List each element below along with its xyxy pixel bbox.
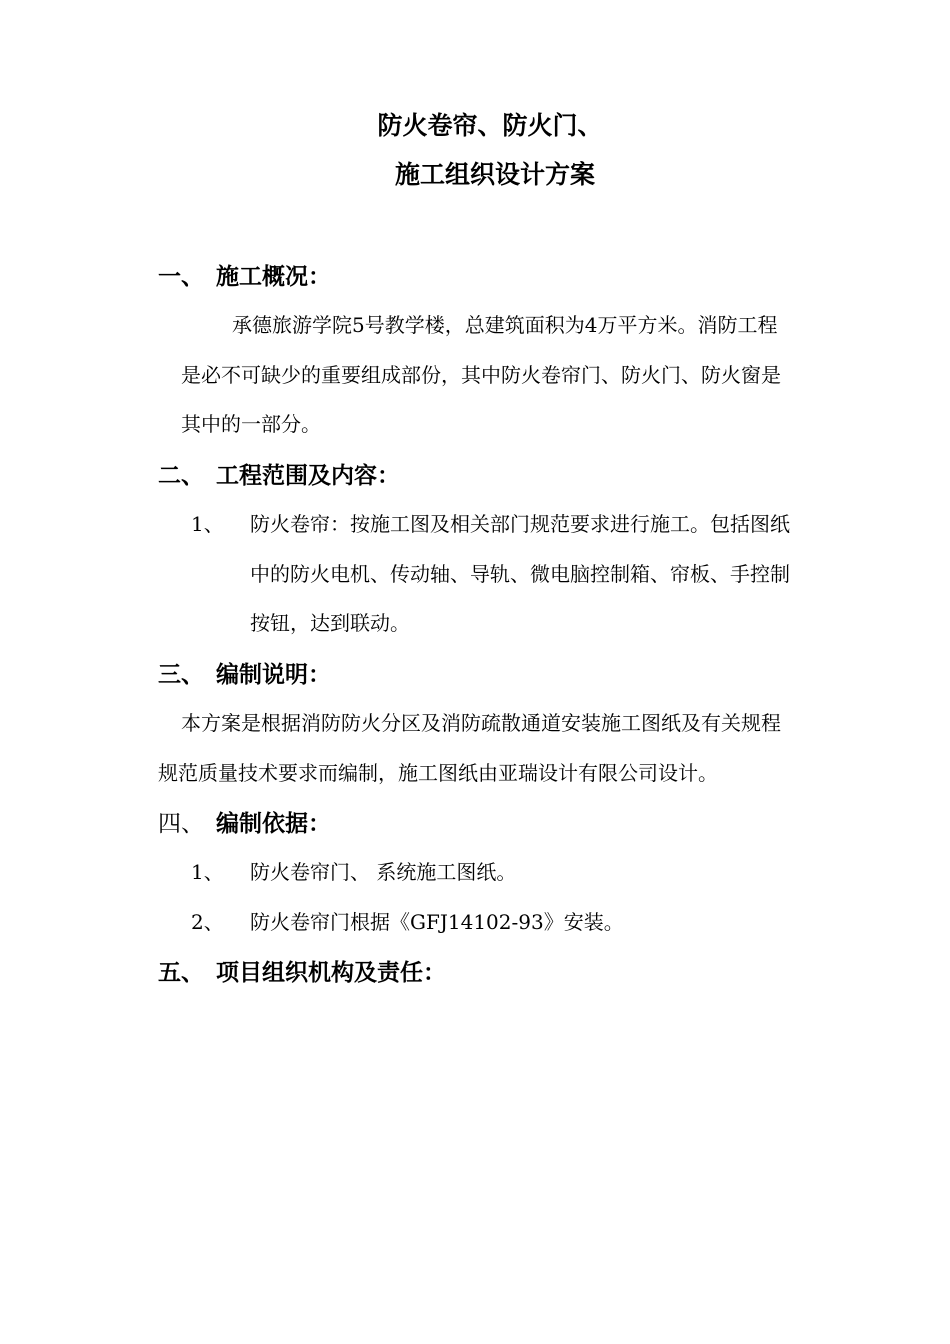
paragraph-line: 规范质量技术要求而编制，施工图纸由亚瑞设计有限公司设计。 xyxy=(158,761,718,785)
section-number: 五、 xyxy=(158,959,204,986)
section-heading-5 xyxy=(158,958,446,988)
section-title: 编制说明： xyxy=(216,661,331,688)
paragraph-line: 本方案是根据消防防火分区及消防疏散通道安装施工图纸及有关规程 xyxy=(181,711,781,735)
paragraph-line: 其中的一部分。 xyxy=(181,412,321,436)
section-heading-4 xyxy=(158,809,331,839)
section-title: 项目组织机构及责任： xyxy=(216,959,446,986)
document-title-line-2: 施工组织设计方案 xyxy=(394,160,595,189)
list-item-number: 1、 xyxy=(191,512,224,536)
section-heading-1 xyxy=(158,262,331,292)
section-number: 四、 xyxy=(158,811,204,837)
section-number: 一、 xyxy=(158,263,204,290)
section-title: 编制依据： xyxy=(216,810,331,837)
list-item-line: 中的防火电机、传动轴、导轨、微电脑控制箱、帘板、手控制 xyxy=(250,562,790,586)
list-item-line: 按钮，达到联动。 xyxy=(250,611,410,635)
list-item-line: 防火卷帘门、 系统施工图纸。 xyxy=(250,860,517,884)
section-heading-3 xyxy=(158,660,331,690)
list-item-number: 1、 xyxy=(191,860,224,884)
list-item-line: 防火卷帘：按施工图及相关部门规范要求进行施工。包括图纸 xyxy=(250,512,790,536)
document-title-line-1: 防火卷帘、防火门、 xyxy=(377,111,603,140)
paragraph-line: 承德旅游学院5号教学楼，总建筑面积为4万平方米。消防工程 xyxy=(232,313,778,337)
section-heading-2 xyxy=(158,461,400,491)
list-item-number: 2、 xyxy=(191,910,224,934)
list-item-line: 防火卷帘门根据《GFJ14102-93》安装。 xyxy=(250,910,624,934)
section-title: 工程范围及内容： xyxy=(216,462,400,489)
section-number: 二、 xyxy=(158,462,204,489)
section-number: 三、 xyxy=(158,661,204,688)
paragraph-line: 是必不可缺少的重要组成部份，其中防火卷帘门、防火门、防火窗是 xyxy=(181,363,781,387)
section-title: 施工概况： xyxy=(216,263,331,290)
